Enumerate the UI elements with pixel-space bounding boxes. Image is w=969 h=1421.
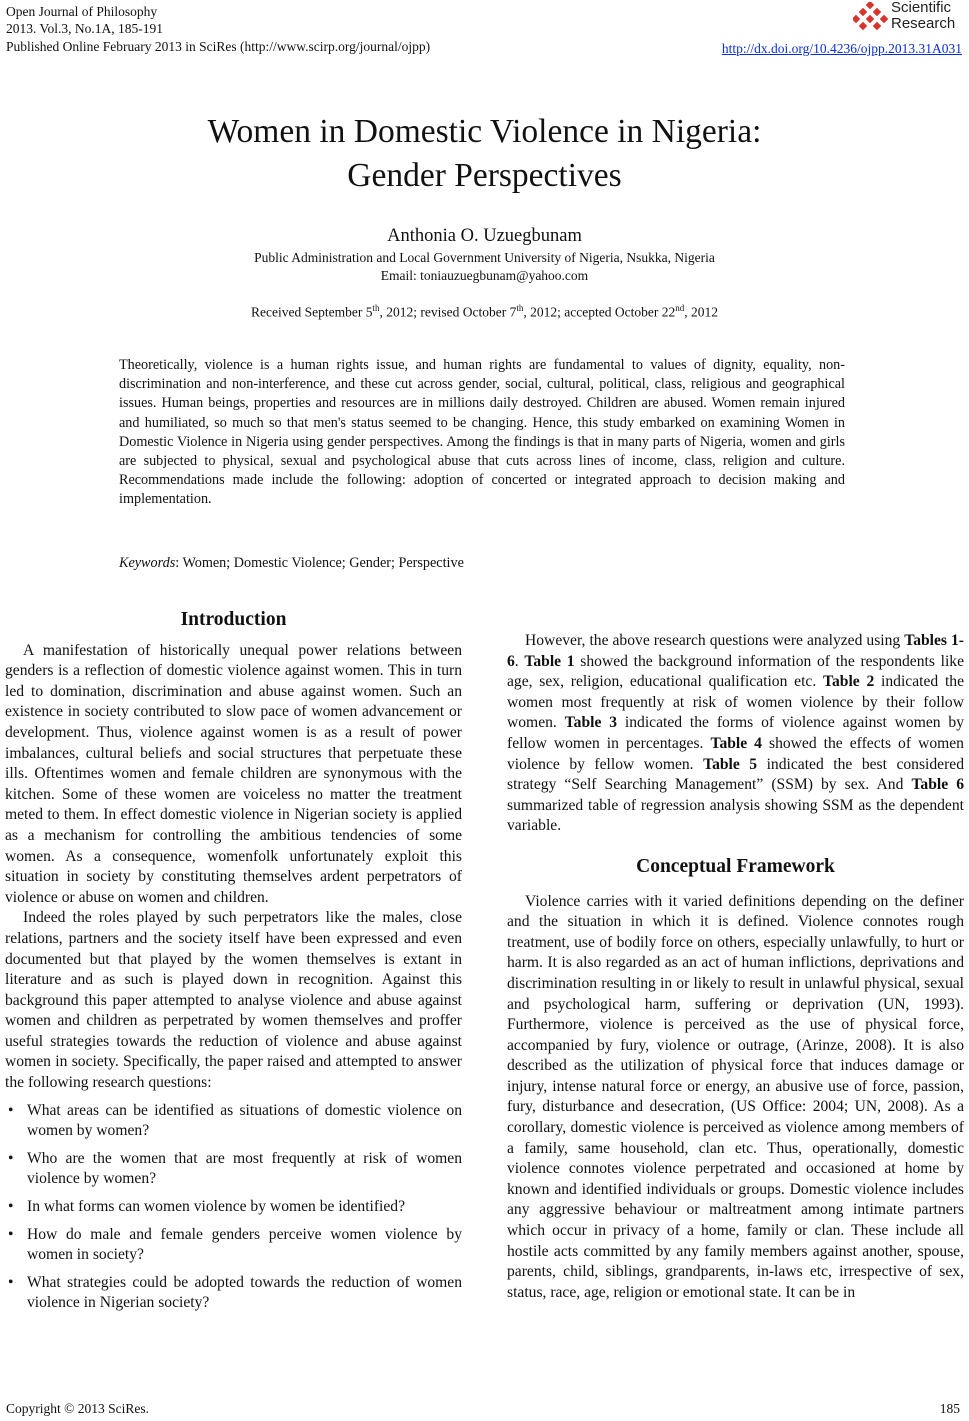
- volume-info: 2013. Vol.3, No.1A, 185-191: [6, 21, 164, 36]
- logo-mark-icon: [853, 2, 889, 34]
- publication-info: Published Online February 2013 in SciRes (http://www.scirp.org/journal/ojpp): [6, 39, 431, 54]
- logo-text: Scientific Research: [891, 0, 956, 32]
- intro-paragraph-1: A manifestation of historically unequal power relations between genders is a reflection of domestic violence against women. This in turn led to domination, discrimination and abuse against women. Such an existence in society contributed to slow pace of women advancement or development. Thus, violence against women is as a result of power imbalances, cultural beliefs and social structures that perpetuate these ills. Oftentimes women and female children are synonymous with the kitchen. Some of these women are voiceless no matter the treatment meted to them. In effect domestic violence in Nigerian society is applied as a mechanism for controlling the ambitious tendencies of some women. As a consequence, womenfolk unfortunately exploit this situation in society by constituting themselves ardent perpetrators of violence or abuse on women and children.: [5, 641, 462, 906]
- keywords: Keywords: Women; Domestic Violence; Gender; Perspective: [119, 555, 464, 571]
- intro-paragraph-2: Indeed the roles played by such perpetrators like the males, close relations, partners and the society itself have been expressed and even documented but that played by the women themselves is extant in literature and as such is played down in recognition. Against this background this paper attempted to analyse violence and abuse against women and children as perpetrated by women themselves and proffer useful strategies towards the reduction of violence and abuse against women in society. Specifically, the paper raised and attempted to answer the following research questions:: [5, 909, 462, 1092]
- author-name: Anthonia O. Uzuegbunam: [387, 226, 582, 246]
- footer-copyright: Copyright © 2013 SciRes.: [6, 1401, 150, 1416]
- section-heading-conceptual-framework: Conceptual Framework: [636, 855, 835, 877]
- publisher-logo: [853, 0, 963, 34]
- list-item: • What strategies could be adopted towards the reduction of women violence in Nigerian society?: [5, 1273, 462, 1314]
- framework-paragraph: Violence carries with it varied definitions depending on the definer and the situation in which it is defined. Violence connotes rough treatment, use of bodily force on others, especially unlawfully, to hurt or harm. It is also regarded as an act of human inflictions, deprivations and discrimination resulting in or likely to result in unlawful physical, sexual and psychological harm, suffering or deprivation (UN, 1993). Furthermore, violence is perceived as the use of physical force, accompanied by fury, violence or outrage, (Arinze, 2008). It is also described as the utilization of physical force that induces damage or injury, intense natural force or energy, an abusive use of force, passion, fury, disturbance and desecration, (US Office: 2004; UN, 2008). As a corollary, domestic violence is perceived as violence among members of a family, same household, clan etc. Thus, operationally, domestic violence connotes violence perpetrated and occasioned at home by known and identified individuals or groups. Domestic violence includes any aggressive behaviour or maltreatment among intimate partners which occur in privacy of a home, family or clan. These include all hostile acts committed by any family members against another, spouse, parents, child, siblings, grandparents, in-laws etc, irrespective of sex, status, race, age, religion or emotional state. It can be in: [507, 892, 964, 1301]
- tables-paragraph: However, the above research questions were analyzed using Tables 1-6. Table 1 showed the background information of the respondents like age, sex, religion, educational qualification etc. Table 2 indicated the women most frequently at risk of women violence by their follow women. Table 3 indicated the forms of violence against women by fellow women in percentages. Table 4 showed the effects of women violence by fellow women. Table 5 indicated the best considered strategy “Self Searching Management” (SSM) by sex. And Table 6 summarized table of regression analysis showing SSM as the dependent variable.: [507, 632, 965, 835]
- list-item: • In what forms can women violence by women be identified?: [5, 1197, 462, 1218]
- research-questions-list: [5, 1101, 462, 1314]
- paper-title: Women in Domestic Violence in Nigeria: Gender Perspectives: [207, 113, 762, 194]
- abstract: Theoretically, violence is a human rights issue, and human rights are fundamental to values of dignity, equality, non-discrimination and non-interference, and these cut across gender, social, cultural, political, class, religious and geographical issues. Human beings, properties and resources are in millions daily destroyed. Children are abused. Women remain injured and humiliated, so much so that men's status seemed to be changing. Hence, this study embarked on examining Women in Domestic Violence in Nigeria using gender perspectives. Among the findings is that in many parts of Nigeria, women and girls are subjected to physical, sexual and psychological abuse that cuts across lines of income, class, religion and culture. Recommendations made include the following: adoption of concerted or integrated approach to decision making and implementation.: [119, 357, 845, 508]
- page-number: 185: [939, 1401, 960, 1416]
- doi-link[interactable]: http://dx.doi.org/10.4236/ojpp.2013.31A031: [721, 41, 962, 56]
- affiliation: Public Administration and Local Government University of Nigeria, Nsukka, Nigeria: [254, 250, 715, 265]
- list-item: • Who are the women that are most frequently at risk of women violence by women?: [5, 1149, 462, 1190]
- right-column: [507, 631, 964, 1303]
- list-item: • What areas can be identified as situations of domestic violence on women by women?: [5, 1101, 462, 1142]
- journal-name: Open Journal of Philosophy: [6, 4, 158, 19]
- left-column: [5, 610, 462, 1314]
- section-heading-introduction: Introduction: [180, 609, 287, 630]
- author-email: Email: toniauzuegbunam@yahoo.com: [380, 268, 589, 283]
- received-dates: Received September 5th, 2012; revised October 7th, 2012; accepted October 22nd, 2012: [251, 303, 718, 320]
- list-item: • How do male and female genders perceive women violence by women in society?: [5, 1225, 462, 1266]
